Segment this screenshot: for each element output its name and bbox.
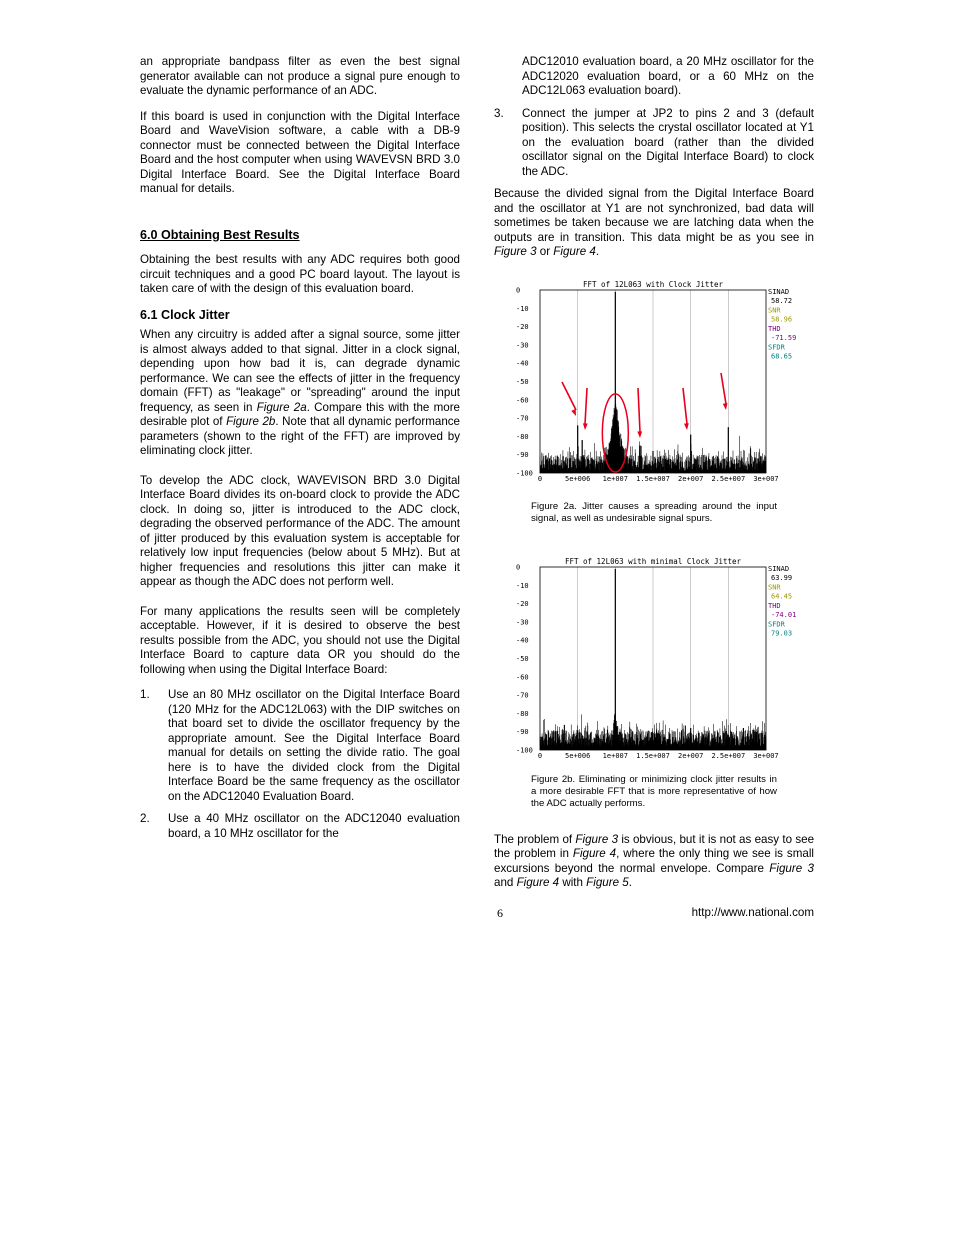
figure-3-reference: Figure 3 (769, 861, 814, 875)
fft-plot-with-jitter (514, 278, 797, 483)
red-arrow (562, 382, 576, 410)
y-tick-label: -70 (516, 691, 529, 700)
figure-2b-reference: Figure 2b (226, 415, 276, 428)
metric-value: -71.59 (771, 334, 797, 342)
y-tick-label: -50 (516, 655, 529, 663)
page-number: 6 (497, 906, 503, 920)
red-arrow (585, 388, 587, 424)
jitter-paragraph-2: To develop the ADC clock, WAVEVISON BRD 3.0 Digital Interface Board divides its on-board clock to provide the ADC clock. In doing so, jitter is introduced to the ADC clock, degrading the observed performance of the ADC. The amount of jitter produced by this evaluation system is acceptable for relatively low input frequencies (below about 5 MHz). But at higher frequencies and resolutions this jitter can make it appear as though the ADC does not perform well. (140, 473, 460, 588)
metric-name: SFDR (768, 620, 785, 629)
red-arrow (721, 373, 726, 404)
figure-4-reference: Figure 4 (553, 245, 596, 258)
y-tick-label: -20 (516, 323, 529, 332)
figure-4-reference: Figure 4 (516, 876, 560, 890)
y-tick-label: -30 (516, 341, 529, 350)
because-paragraph: Because the divided signal from the Digital Interface Board and the oscillator at Y1 are not synchronized, bad data will sometimes be taken because we are latching data when the outputs are in transition. This data might be as you see in Figure 3 or Figure 4. (494, 187, 814, 258)
red-arrow-head (637, 431, 642, 438)
metric-name: SINAD (768, 288, 790, 296)
list-item (140, 812, 460, 841)
list-item-text: Connect the jumper at JP2 to pins 2 and 3 (default position). This selects the crystal oscillator located at Y1 on the evaluation board (rather than the divided oscillator signal on the Digital Interface Board) to clock the ADC. (522, 106, 814, 178)
list-item (140, 688, 460, 804)
metric-value: 68.65 (771, 352, 793, 361)
figure-2a-caption: Figure 2a. Jitter causes a spreading around the input signal, as well as undesirable signal spurs. (531, 501, 777, 524)
x-tick-label: 0 (537, 752, 543, 760)
list-item-number: 3. (494, 106, 504, 120)
metric-value: 79.03 (771, 629, 793, 638)
figure-3-reference: Figure 3 (575, 832, 619, 846)
metric-value: -74.01 (771, 611, 797, 619)
list-item-text: Use an 80 MHz oscillator on the Digital Interface Board (120 MHz for the ADC12L063) with the DIP switches on that board set to divide the oscillator frequency by the appropriate amount. See the Digital Interface Board manual for details on setting the divide ratio. The goal here is to have the divided clock from the Digital Interface Board be the same frequency as the oscillator on the ADC12040 Evaluation Board. (168, 688, 460, 803)
figure-3-reference: Figure 3 (494, 245, 537, 258)
y-tick-label: -20 (516, 600, 529, 609)
right-column (494, 55, 814, 271)
x-tick-label: 1e+007 (602, 475, 628, 483)
metric-name: SNR (768, 306, 781, 315)
x-tick-label: 1e+007 (602, 752, 628, 760)
figure-2a-reference: Figure 2a (256, 400, 307, 414)
y-tick-label: -50 (516, 378, 529, 386)
red-arrow-head (583, 423, 588, 430)
figure-2b-chart (514, 555, 797, 760)
metric-name: SFDR (768, 343, 785, 352)
figure-2b-caption: Figure 2b. Eliminating or minimizing clock jitter results in a more desirable FFT that is more representative of how the ADC actually performs. (531, 774, 777, 809)
x-tick-label: 1.5e+007 (636, 475, 670, 483)
y-tick-label: 0 (516, 563, 521, 572)
x-tick-label: 2e+007 (678, 752, 704, 760)
metric-name: THD (768, 325, 781, 333)
jitter-paragraph-3: For many applications the results seen will be completely acceptable. However, if it is desired to observe the best results possible from the ADC, you should not use the Digital Interface Board to capture data OR you should do the following when using the Digital Interface Board: (140, 604, 460, 676)
footer-url: http://www.national.com (691, 906, 814, 919)
x-tick-label: 5e+006 (565, 752, 591, 760)
y-tick-label: -90 (516, 451, 529, 460)
subsection-heading: 6.1 Clock Jitter (140, 307, 230, 322)
y-tick-label: -40 (516, 359, 529, 368)
x-tick-label: 3e+007 (753, 752, 779, 760)
metric-name: SNR (768, 583, 781, 592)
y-tick-label: -100 (516, 746, 533, 755)
metric-name: THD (768, 602, 781, 610)
problem-paragraph: The problem of Figure 3 is obvious, but it is not as easy to see the problem in Figure 4, where the only thing we see is small excursions beyond the normal envelope. Compare Figure 3 and Figure 4 with Figure 5. (494, 832, 815, 890)
fft-plot-minimal-jitter (514, 555, 797, 760)
y-tick-label: -60 (516, 673, 529, 682)
y-tick-label: -60 (516, 396, 529, 405)
y-tick-label: -100 (516, 469, 533, 478)
section-paragraph: Obtaining the best results with any ADC requires both good circuit techniques and a good PC board layout. The layout is taken care of with the design of this evaluation board. (140, 253, 460, 295)
section-heading: 6.0 Obtaining Best Results (140, 227, 300, 242)
y-tick-label: -70 (516, 414, 529, 423)
list-item-number: 2. (140, 812, 150, 825)
figure-2a-chart (514, 278, 797, 483)
y-tick-label: -10 (516, 304, 529, 313)
jitter-paragraph-1: When any circuitry is added after a signal source, some jitter is almost always added to that signal. Jitter in a clock signal, depending upon how bad it is, can degrade dynamic performance. We can see the effects of jitter in the frequency domain (FFT) as "leakage" or "spreading" around the input frequency, as seen in Figure 2a. Compare this with the more desirable plot of Figure 2b. Note that all dynamic performance parameters (shown to the right of the FFT) are improved by eliminating clock jitter. (140, 328, 461, 457)
x-tick-label: 1.5e+007 (636, 752, 670, 760)
y-tick-label: -40 (516, 636, 529, 645)
y-tick-label: -10 (516, 581, 529, 590)
list-item (494, 107, 814, 180)
red-arrow-head (723, 403, 728, 410)
x-tick-label: 0 (537, 475, 543, 483)
metric-name: SINAD (768, 565, 790, 573)
metric-value: 58.96 (771, 315, 793, 324)
x-tick-label: 5e+006 (565, 475, 591, 483)
y-tick-label: 0 (516, 286, 521, 295)
metric-value: 58.72 (771, 297, 793, 305)
figure-4-reference: Figure 4 (572, 847, 617, 861)
x-tick-label: 3e+007 (753, 475, 779, 483)
y-tick-label: -80 (516, 709, 529, 718)
red-arrow-head (571, 409, 576, 416)
y-tick-label: -80 (516, 432, 529, 441)
list-item-text: Use a 40 MHz oscillator on the ADC12040 evaluation board, a 10 MHz oscillator for the (168, 812, 460, 840)
left-column (140, 55, 460, 849)
y-tick-label: -90 (516, 728, 529, 737)
metric-value: 64.45 (771, 592, 793, 601)
chart-title: FFT of 12L063 with minimal Clock Jitter (564, 557, 742, 566)
list-item-number: 1. (140, 688, 150, 701)
y-tick-label: -30 (516, 618, 529, 627)
x-tick-label: 2.5e+007 (711, 752, 746, 760)
intro-paragraph-2: If this board is used in conjunction with the Digital Interface Board and WaveVision software, a cable with a DB-9 connector must be connected between the Digital Interface Board and the host computer when using WAVEVSN BRD 3.0 Digital Interface Board. See the Digital Interface Board manual for details. (140, 109, 460, 195)
x-tick-label: 2e+007 (678, 475, 704, 483)
chart-title: FFT of 12L063 with Clock Jitter (583, 280, 723, 289)
x-tick-label: 2.5e+007 (711, 475, 746, 483)
metric-value: 63.99 (771, 574, 793, 582)
red-arrow (683, 388, 687, 424)
red-arrow-head (684, 423, 689, 430)
intro-paragraph-1: an appropriate bandpass filter as even the best signal generator available can not produce a signal pure enough to evaluate the dynamic performance of an ADC. (140, 55, 460, 97)
list-item-continuation: ADC12010 evaluation board, a 20 MHz oscillator for the ADC12020 evaluation board, or a 60 MHz on the ADC12L063 evaluation board). (522, 55, 814, 97)
red-arrow (638, 388, 640, 432)
figure-5-reference: Figure 5 (586, 876, 629, 890)
